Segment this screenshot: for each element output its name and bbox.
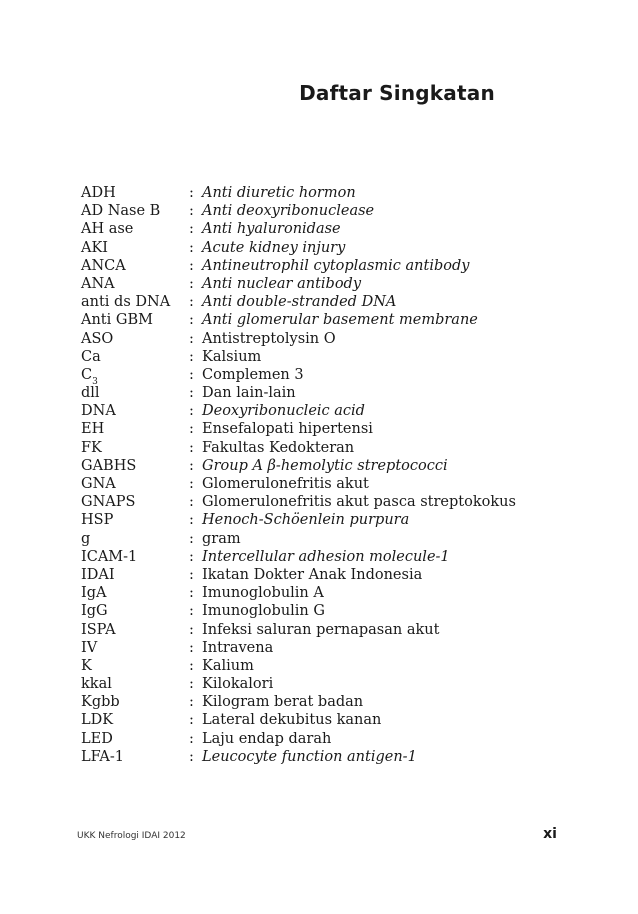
abbreviation-definition: Fakultas Kedokteran xyxy=(202,439,355,456)
abbreviation-term xyxy=(81,257,126,275)
abbreviation-row xyxy=(81,384,581,402)
abbreviation-separator: : xyxy=(189,694,194,711)
abbreviation-row xyxy=(81,657,581,675)
abbreviation-term-text: GABHS xyxy=(81,457,137,474)
abbreviation-term-text: AKI xyxy=(81,239,109,256)
abbreviation-definition: Intravena xyxy=(202,639,274,656)
abbreviation-separator: : xyxy=(189,603,194,620)
abbreviation-definition: Intercellular adhesion molecule-1 xyxy=(202,548,450,565)
abbreviation-definition: Antineutrophil cytoplasmic antibody xyxy=(202,257,470,274)
abbreviation-term xyxy=(81,548,137,566)
abbreviation-term xyxy=(81,748,124,766)
abbreviation-separator: : xyxy=(189,239,194,256)
abbreviation-term-text: IgG xyxy=(81,603,108,620)
abbreviation-row xyxy=(81,748,581,766)
abbreviation-definition: Antistreptolysin O xyxy=(202,330,336,347)
abbreviation-definition: Dan lain-lain xyxy=(202,385,296,402)
abbreviation-row xyxy=(81,530,581,548)
abbreviation-separator: : xyxy=(189,348,194,365)
abbreviation-term xyxy=(81,330,113,348)
abbreviation-term-text: C xyxy=(81,366,93,383)
footer-running-title: UKK Nefrologi IDAI 2012 xyxy=(77,831,186,841)
abbreviation-term-text: kkal xyxy=(81,676,112,693)
abbreviation-term xyxy=(81,530,90,548)
abbreviation-term xyxy=(81,275,115,293)
abbreviation-separator: : xyxy=(189,439,194,456)
abbreviation-term xyxy=(81,439,102,457)
abbreviation-row xyxy=(81,220,581,238)
abbreviation-separator: : xyxy=(189,621,194,638)
abbreviation-term-text: ANCA xyxy=(81,257,126,274)
abbreviation-definition: Anti nuclear antibody xyxy=(202,275,362,292)
abbreviation-definition: Ensefalopati hipertensi xyxy=(202,421,373,438)
abbreviation-term xyxy=(81,475,116,493)
abbreviation-separator: : xyxy=(189,457,194,474)
abbreviation-row xyxy=(81,184,581,202)
abbreviation-row xyxy=(81,275,581,293)
abbreviation-term xyxy=(81,711,113,729)
abbreviation-term-text: IV xyxy=(81,639,98,656)
abbreviation-term-text: HSP xyxy=(81,512,114,529)
abbreviation-row xyxy=(81,330,581,348)
abbreviation-row xyxy=(81,348,581,366)
abbreviation-term xyxy=(81,348,101,366)
abbreviation-definition: Glomerulonefritis akut xyxy=(202,476,369,492)
abbreviation-term-text: K xyxy=(81,657,92,674)
abbreviation-term-text: GNA xyxy=(81,476,116,492)
abbreviation-term-text: ISPA xyxy=(81,621,116,638)
abbreviation-row xyxy=(81,493,581,511)
abbreviation-row xyxy=(81,366,581,387)
abbreviation-definition: Deoxyribonucleic acid xyxy=(202,403,365,420)
abbreviation-definition: Lateral dekubitus kanan xyxy=(202,712,382,729)
abbreviation-term xyxy=(81,184,116,202)
abbreviation-row xyxy=(81,693,581,711)
abbreviation-term-subscript: 3 xyxy=(92,376,98,387)
abbreviation-row xyxy=(81,457,581,475)
abbreviation-definition: Acute kidney injury xyxy=(202,239,346,256)
abbreviation-term-text: GNAPS xyxy=(81,494,136,511)
abbreviation-separator: : xyxy=(189,548,194,565)
abbreviation-term-text: IgA xyxy=(81,585,107,602)
abbreviation-row xyxy=(81,402,581,420)
abbreviation-row xyxy=(81,420,581,438)
abbreviation-definition: Anti deoxyribonuclease xyxy=(202,203,375,220)
abbreviation-separator: : xyxy=(189,494,194,511)
abbreviation-term xyxy=(81,602,108,620)
abbreviation-separator: : xyxy=(189,676,194,693)
abbreviation-separator: : xyxy=(189,476,194,492)
abbreviation-row xyxy=(81,239,581,257)
abbreviation-term-text: ICAM-1 xyxy=(81,548,138,565)
abbreviation-term-text: ASO xyxy=(81,330,114,347)
abbreviation-definition: Infeksi saluran pernapasan akut xyxy=(202,621,440,638)
abbreviation-definition: Anti diuretic hormon xyxy=(202,185,356,201)
abbreviation-separator: : xyxy=(189,203,194,220)
abbreviation-term xyxy=(81,493,135,511)
abbreviation-term-text: AH ase xyxy=(81,221,134,238)
abbreviation-term xyxy=(81,384,100,402)
abbreviation-separator: : xyxy=(189,385,194,402)
abbreviation-separator: : xyxy=(189,530,194,547)
abbreviation-list xyxy=(81,184,581,766)
abbreviation-term xyxy=(81,675,112,693)
abbreviation-definition: Anti hyaluronidase xyxy=(202,221,341,238)
abbreviation-term-text: FK xyxy=(81,439,102,456)
abbreviation-row xyxy=(81,439,581,457)
abbreviation-definition: Kalsium xyxy=(202,348,262,365)
abbreviation-term xyxy=(81,220,133,238)
abbreviation-row xyxy=(81,711,581,729)
abbreviation-definition: Kalium xyxy=(202,657,254,674)
abbreviation-term xyxy=(81,584,106,602)
abbreviation-term-text: ADH xyxy=(81,185,116,201)
abbreviation-term xyxy=(81,366,98,386)
abbreviation-separator: : xyxy=(189,712,194,729)
page-title: Daftar Singkatan xyxy=(299,81,495,105)
abbreviation-definition: Ikatan Dokter Anak Indonesia xyxy=(202,566,423,583)
abbreviation-row xyxy=(81,257,581,275)
page-number: xi xyxy=(543,826,557,842)
abbreviation-term-text: LED xyxy=(81,730,113,747)
abbreviation-row xyxy=(81,548,581,566)
abbreviation-row xyxy=(81,602,581,620)
abbreviation-definition: Kilogram berat badan xyxy=(202,694,364,711)
abbreviation-separator: : xyxy=(189,657,194,674)
abbreviation-term-text: LDK xyxy=(81,712,114,729)
abbreviation-term xyxy=(81,293,170,311)
abbreviation-term xyxy=(81,566,115,584)
abbreviation-separator: : xyxy=(189,221,194,238)
abbreviation-term xyxy=(81,693,120,711)
abbreviation-term-text: anti ds DNA xyxy=(81,294,171,311)
abbreviation-term xyxy=(81,511,113,529)
abbreviation-separator: : xyxy=(189,366,194,383)
abbreviation-term xyxy=(81,730,113,748)
abbreviation-row xyxy=(81,675,581,693)
abbreviation-term xyxy=(81,420,104,438)
abbreviation-term-text: EH xyxy=(81,421,105,438)
abbreviation-term xyxy=(81,402,116,420)
abbreviation-term xyxy=(81,657,92,675)
abbreviation-definition: Imunoglobulin G xyxy=(202,603,325,620)
abbreviation-separator: : xyxy=(189,403,194,420)
abbreviation-separator: : xyxy=(189,639,194,656)
abbreviation-term xyxy=(81,457,136,475)
abbreviation-row xyxy=(81,511,581,529)
abbreviation-separator: : xyxy=(189,275,194,292)
abbreviation-definition: Leucocyte function antigen-1 xyxy=(202,748,417,765)
abbreviation-row xyxy=(81,202,581,220)
abbreviation-term xyxy=(81,621,116,639)
abbreviation-separator: : xyxy=(189,312,194,329)
abbreviation-definition: Anti double-stranded DNA xyxy=(202,294,397,311)
abbreviation-row xyxy=(81,639,581,657)
abbreviation-row xyxy=(81,566,581,584)
abbreviation-definition: Complemen 3 xyxy=(202,366,304,383)
abbreviation-term-text: Anti GBM xyxy=(81,312,153,329)
abbreviation-definition: Glomerulonefritis akut pasca streptokokus xyxy=(202,494,516,511)
abbreviation-row xyxy=(81,584,581,602)
abbreviation-term-text: IDAI xyxy=(81,566,115,583)
abbreviation-separator: : xyxy=(189,730,194,747)
abbreviation-separator: : xyxy=(189,330,194,347)
abbreviation-term xyxy=(81,239,108,257)
abbreviation-definition: Laju endap darah xyxy=(202,730,332,747)
abbreviation-definition: gram xyxy=(202,530,241,547)
abbreviation-row xyxy=(81,621,581,639)
abbreviation-term xyxy=(81,311,153,329)
abbreviation-term-text: AD Nase B xyxy=(81,203,161,220)
abbreviation-term-text: DNA xyxy=(81,403,116,420)
abbreviation-row xyxy=(81,293,581,311)
abbreviation-separator: : xyxy=(189,585,194,602)
abbreviation-separator: : xyxy=(189,748,194,765)
abbreviation-term-text: g xyxy=(81,530,91,547)
abbreviation-definition: Henoch-Schöenlein purpura xyxy=(202,512,410,529)
abbreviation-term-text: Kgbb xyxy=(81,694,120,711)
abbreviation-definition: Imunoglobulin A xyxy=(202,585,324,602)
abbreviation-term-text: ANA xyxy=(81,275,115,292)
abbreviation-term-text: dll xyxy=(81,385,100,402)
abbreviation-definition: Kilokalori xyxy=(202,676,274,693)
abbreviation-definition: Anti glomerular basement membrane xyxy=(202,312,478,329)
abbreviation-term xyxy=(81,202,160,220)
abbreviation-separator: : xyxy=(189,257,194,274)
abbreviation-term xyxy=(81,639,97,657)
abbreviation-separator: : xyxy=(189,512,194,529)
abbreviation-separator: : xyxy=(189,294,194,311)
abbreviation-separator: : xyxy=(189,566,194,583)
abbreviation-row xyxy=(81,311,581,329)
abbreviation-separator: : xyxy=(189,421,194,438)
abbreviation-term-text: LFA-1 xyxy=(81,748,125,765)
abbreviation-row xyxy=(81,475,581,493)
abbreviation-term-text: Ca xyxy=(81,348,101,365)
abbreviation-row xyxy=(81,730,581,748)
abbreviation-definition: Group A β-hemolytic streptococci xyxy=(202,457,448,474)
abbreviation-separator: : xyxy=(189,185,194,201)
